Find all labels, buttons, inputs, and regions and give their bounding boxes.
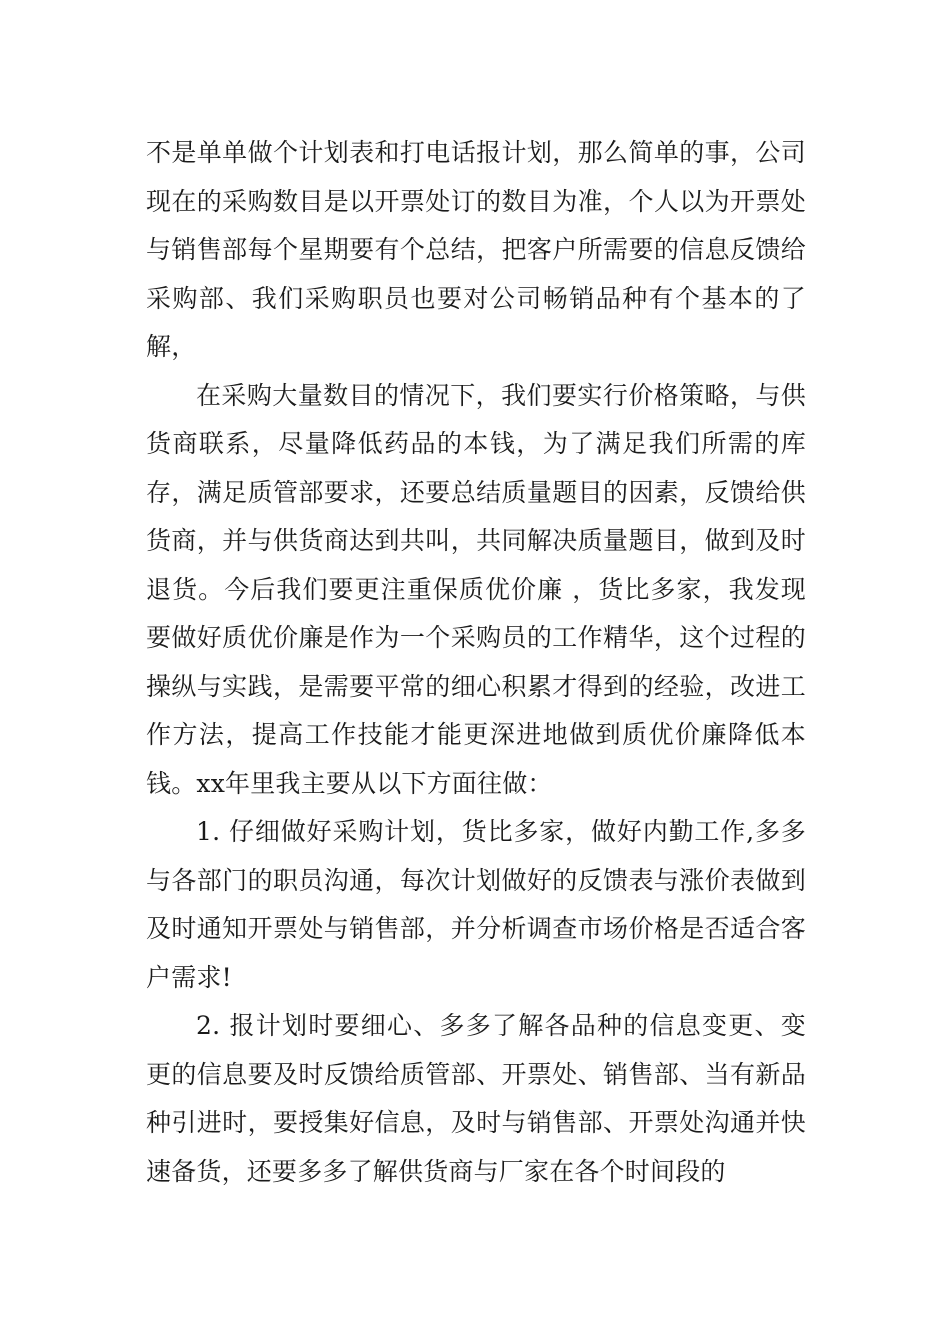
- paragraph-2: 在采购大量数目的情况下，我们要实行价格策略，与供货商联系，尽量降低药品的本钱，为了满足我们所需的库存，满足质管部要求，还要总结质量题目的因素，反馈给供货商，并与供货商达到共叫，共同解决质量题目，做到及时退货。今后我们要更注重保质优价廉 ，货比多家，我发现要做好质优价廉是作为一个采购员的工作精华，这个过程的操纵与实践，是需要平常的细心积累才得到的经验，改进工作方法，提高工作技能才能更深进地做到质优价廉降低本钱。xx年里我主要从以下方面往做：: [146, 380, 806, 798]
- document-body: [146, 129, 806, 1196]
- paragraph-4-list-item-2: 2. 报计划时要细心、多多了解各品种的信息变更、变更的信息要及时反馈给质管部、开票处、销售部、当有新品种引进时，要授集好信息，及时与销售部、开票处沟通并快速备货，还要多多了解供货商与厂家在各个时间段的: [146, 1011, 806, 1186]
- paragraph-3-list-item-1: 1. 仔细做好采购计划，货比多家，做好内勤工作,多多与各部门的职员沟通，每次计划做好的反馈表与涨价表做到及时通知开票处与销售部，并分析调查市场价格是否适合客户需求!: [146, 817, 806, 992]
- paragraph-1: 不是单单做个计划表和打电话报计划，那么简单的事，公司现在的采购数目是以开票处订的数目为准，个人以为开票处与销售部每个星期要有个总结，把客户所需要的信息反馈给采购部、我们采购职员也要对公司畅销品种有个基本的了解，: [146, 138, 806, 361]
